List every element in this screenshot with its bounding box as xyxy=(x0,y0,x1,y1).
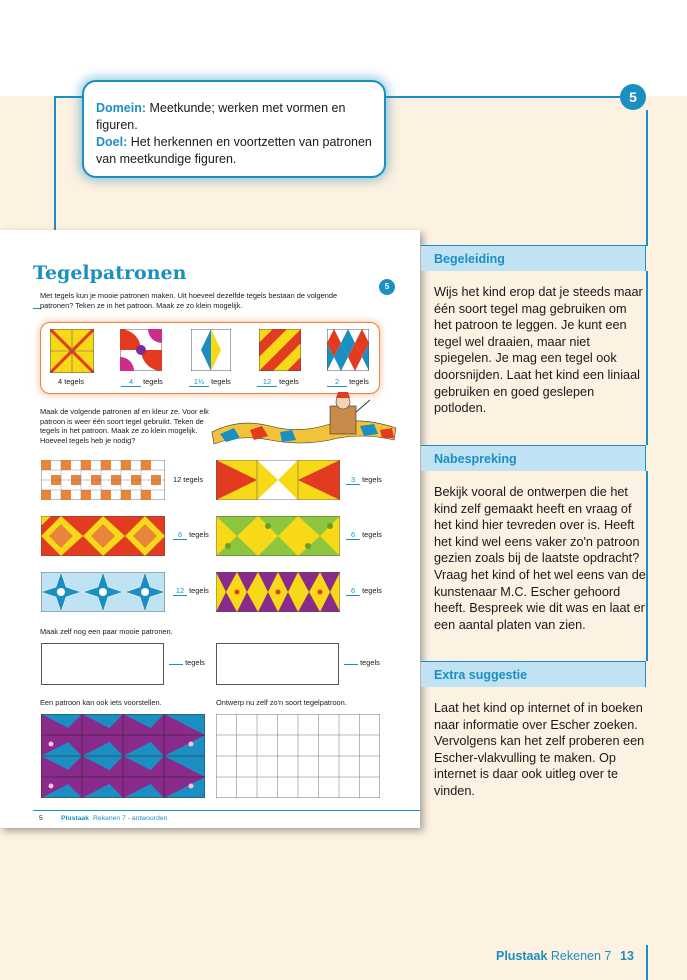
connector-line xyxy=(386,96,620,98)
tile-diagonal-cross xyxy=(50,329,94,373)
domain-goal-box xyxy=(82,80,386,178)
lesson-number-badge: 5 xyxy=(620,84,646,110)
connector-line xyxy=(54,96,84,98)
guidance-header: Begeleiding xyxy=(421,245,646,271)
worksheet-footer-brand: Plustaak xyxy=(61,815,89,822)
design-grid[interactable] xyxy=(216,714,380,803)
pattern-count-label: 12 tegels xyxy=(173,475,204,484)
domain-label: Domein: xyxy=(96,101,146,115)
page-number: 13 xyxy=(620,949,634,963)
pattern-squares xyxy=(41,460,165,505)
escher-illustration xyxy=(210,390,400,453)
worksheet-badge: 5 xyxy=(379,279,395,295)
tile-count-label: 12 tegels xyxy=(257,377,299,387)
tile-triangles xyxy=(259,329,301,371)
pattern-instruction: Maak de volgende patronen af en kleur ze. Voor elk patroon is weer één soort tegel gebruikt. Teken de tegels in het patroon. Maak ze zo klein mogelijk. Hoeveel tegels heb je nodig? xyxy=(40,407,209,445)
guidance-text: Wijs het kind erop dat je steeds maar één soort tegel mag gebruiken om het patroon te leggen. Je kunt een tegel wel draaien, maar niet spiegelen. Je mag een tegel ook doorsnijden. Laat het kind een liniaal gebruiken en goed geslepen potloden. xyxy=(434,285,643,416)
empty-pattern-box[interactable] xyxy=(216,643,339,685)
worksheet-footer xyxy=(33,810,420,828)
pattern-count-label: 3 tegels xyxy=(346,475,382,485)
empty-count-label: tegels xyxy=(169,658,205,667)
debrief-text: Bekijk vooral de ontwerpen die het kind zelf gemaakt heeft en vraag of het kind hier tevreden over is. Heeft het kind wel eens vaker zo'n patroon gezien zoals bij de laatste opdracht? Vraag het kind of het wel eens van de kunstenaar M.C. Escher gehoord heeft. Bespreek wie dit was en laat er een aantal platen van zien. xyxy=(434,485,646,632)
pattern-count-label: 6 tegels xyxy=(346,586,382,596)
worksheet-footer-rest: Rekenen 7 - antwoorden xyxy=(93,815,168,822)
pattern-diamonds xyxy=(41,516,165,561)
connector-line xyxy=(646,110,648,246)
tile-count-label: 4 tegels xyxy=(58,377,84,386)
connector-line xyxy=(646,945,648,980)
pattern-purple-triangles xyxy=(216,572,340,617)
pattern-stars xyxy=(41,572,165,617)
empty-pattern-box[interactable] xyxy=(41,643,164,685)
tile-diamond-split xyxy=(191,329,231,371)
connector-line xyxy=(646,471,648,661)
connector-line xyxy=(54,96,56,230)
design-text: Ontwerp nu zelf zo'n soort tegelpatroon. xyxy=(216,698,347,707)
pattern-count-label: 6 tegels xyxy=(173,530,209,540)
debrief-header: Nabespreking xyxy=(421,445,646,471)
pattern-triangles xyxy=(216,460,340,505)
page-footer-brand: Plustaak Rekenen 7 xyxy=(496,949,612,963)
worksheet-footer-page: 5 xyxy=(39,815,43,822)
domain-text: Meetkunde; werken met vormen en figuren. xyxy=(96,101,346,132)
extra-header: Extra suggestie xyxy=(421,661,646,687)
tile-quarter-circles xyxy=(120,329,162,371)
worksheet-page xyxy=(0,230,420,828)
example-tiles-box xyxy=(40,322,380,394)
tile-count-label: 4 tegels xyxy=(121,377,163,387)
goal-label: Doel: xyxy=(96,135,128,149)
represent-text: Een patroon kan ook iets voorstellen. xyxy=(40,698,162,707)
pattern-count-label: 12 tegels xyxy=(173,586,209,596)
make-more-text: Maak zelf nog een paar mooie patronen. xyxy=(40,627,173,636)
pattern-count-label: 6 tegels xyxy=(346,530,382,540)
worksheet-intro: Met tegels kun je mooie patronen maken. Uit hoeveel dezelfde tegels bestaan de volgende patronen? Teken ze in het patroon. Maak ze zo klein mogelijk. xyxy=(40,291,338,310)
tile-count-label: 2 tegels xyxy=(327,377,369,387)
tile-harlequin xyxy=(327,329,369,371)
worksheet-title: Tegelpatronen xyxy=(33,262,187,284)
tile-count-label: 1½ tegels xyxy=(189,377,231,387)
pattern-green-diamonds xyxy=(216,516,340,561)
fish-pattern xyxy=(41,714,205,803)
extra-text: Laat het kind op internet of in boeken naar informatie over Escher zoeken. Vervolgens kan het zelf proberen een Escher-vlakvulling te maken. Op internet is daar ook uitleg over te vinden. xyxy=(434,701,645,798)
connector-line xyxy=(646,271,648,445)
empty-count-label: tegels xyxy=(344,658,380,667)
goal-text: Het herkennen en voortzetten van patronen van meetkundige figuren. xyxy=(96,135,372,166)
